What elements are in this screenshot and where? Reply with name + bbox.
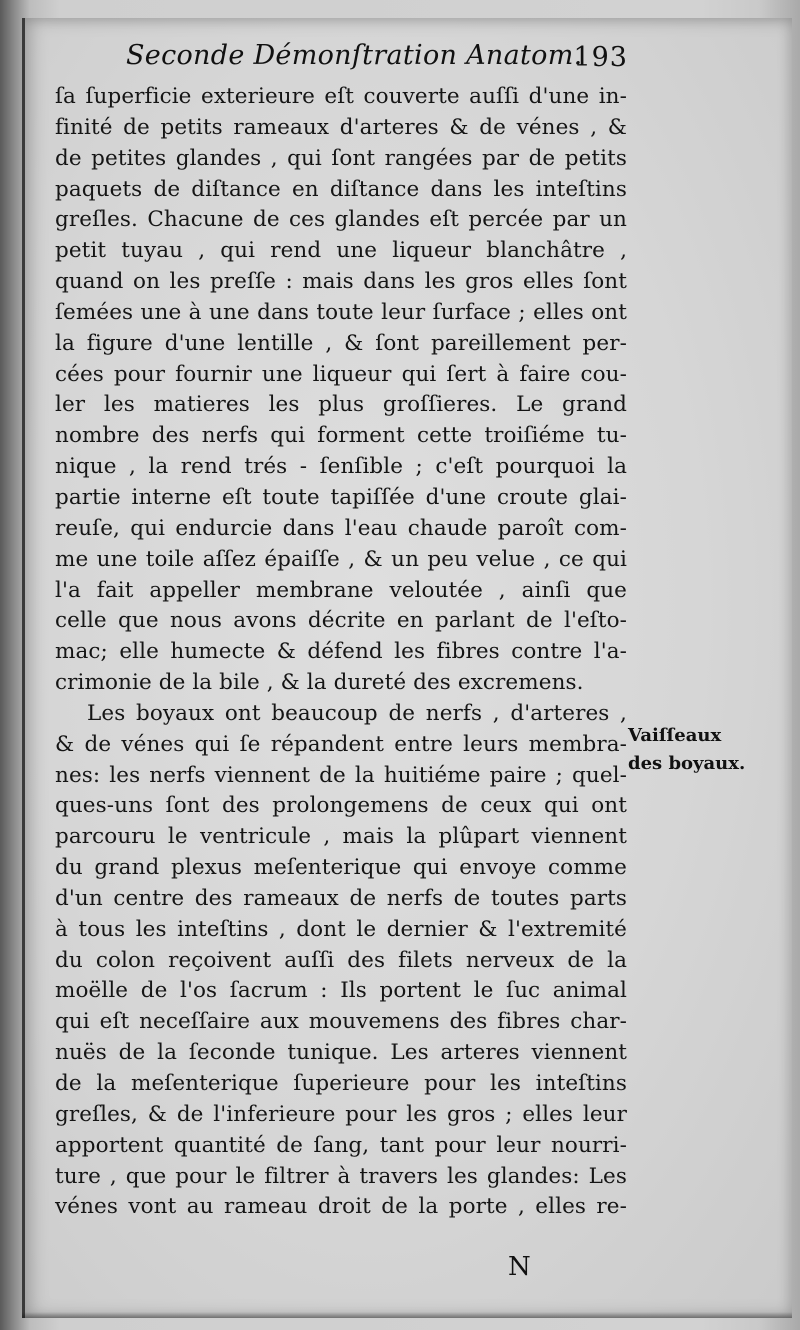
text-line: d'un centre des rameaux de nerfs de toutes parts xyxy=(55,885,627,911)
margin-note-line: des boyaux. xyxy=(628,753,746,774)
text-line: reuſe, qui endurcie dans l'eau chaude paroît com- xyxy=(55,515,627,541)
text-line: l'a fait appeller membrane veloutée , ainſi que xyxy=(55,577,627,603)
text-line: à tous les inteſtins , dont le dernier & l'extremité xyxy=(55,916,627,942)
text-line: ſa ſuperficie exterieure eſt couverte auſſi d'une in- xyxy=(55,84,627,109)
text-line: du grand plexus meſenterique qui envoye comme xyxy=(55,855,627,881)
text-line: ques-uns ſont des prolongemens de ceux qui ont xyxy=(55,793,627,819)
text-line: greſles, & de l'inferieure pour les gros ; elles leur xyxy=(55,1101,627,1127)
text-line: nique , la rend trés - ſenſible ; c'eſt pourquoi la xyxy=(55,454,627,480)
text-line: parcouru le ventricule , mais la plûpart viennent xyxy=(55,824,627,850)
text-line: de la meſenterique ſuperieure pour les inteſtins xyxy=(55,1071,627,1096)
signature-mark: N xyxy=(508,1252,531,1282)
text-line: ler les matieres les plus groſſieres. Le grand xyxy=(55,392,627,418)
text-line: cées pour fournir une liqueur qui ſert à faire cou- xyxy=(55,361,627,387)
text-line: me une toile aſſez épaiſſe , & un peu velue , ce qui xyxy=(55,546,627,572)
text-line: apportent quantité de ſang, tant pour leur nourri- xyxy=(55,1132,627,1158)
text-line: greſles. Chacune de ces glandes eſt percée par un xyxy=(55,207,627,233)
page-number: 193 xyxy=(573,42,628,73)
text-line: vénes vont au rameau droit de la porte , elles re- xyxy=(55,1194,627,1220)
text-line: ſemées une à une dans toute leur ſurface ; elles ont xyxy=(55,299,627,325)
page-edge xyxy=(22,18,25,1318)
text-line: quand on les preſſe : mais dans les gros elles ſont xyxy=(55,269,627,295)
page-bottom-shadow xyxy=(22,1312,792,1318)
text-line: de petites glandes , qui ſont rangées par de petits xyxy=(55,145,627,171)
text-line: nombre des nerfs qui forment cette troiſiéme tu- xyxy=(55,423,627,449)
running-title: Seconde Démonſtration Anatom. xyxy=(126,40,583,71)
running-head xyxy=(98,40,628,80)
text-line: & de vénes qui ſe répandent entre leurs membra- xyxy=(55,731,627,757)
text-line: ture , que pour le filtrer à travers les glandes: Les xyxy=(55,1163,627,1189)
text-line: nuës de la ſeconde tunique. Les arteres viennent xyxy=(55,1040,627,1066)
text-line: moëlle de l'os ſacrum : Ils portent le ſuc animal xyxy=(55,978,627,1004)
text-line: celle que nous avons décrite en parlant de l'eſto- xyxy=(55,608,627,634)
text-line: qui eſt neceſſaire aux mouvemens des fibres char- xyxy=(55,1009,627,1035)
margin-note-line: Vaiſſeaux xyxy=(628,725,722,746)
text-line: partie interne eſt toute tapiſſée d'une croute glai- xyxy=(55,484,627,510)
text-line: mac; elle humecte & défend les fibres contre l'a- xyxy=(55,639,627,665)
text-line: paquets de diſtance en diſtance dans les inteſtins xyxy=(55,176,627,202)
text-line: crimonie de la bile , & la dureté des excremens. xyxy=(55,670,584,696)
margin-note xyxy=(628,722,773,778)
body-text xyxy=(55,82,627,1223)
text-line: du colon reçoivent auſſi des filets nerveux de la xyxy=(55,947,627,973)
text-line: la figure d'une lentille , & ſont pareillement per- xyxy=(55,330,627,356)
text-line: Les boyaux ont beaucoup de nerfs , d'arteres , xyxy=(87,700,627,726)
text-line: nes: les nerfs viennent de la huitiéme paire ; quel- xyxy=(55,762,627,788)
text-line: finité de petits rameaux d'arteres & de vénes , & xyxy=(55,114,627,140)
text-line: petit tuyau , qui rend une liqueur blanchâtre , xyxy=(55,238,627,264)
